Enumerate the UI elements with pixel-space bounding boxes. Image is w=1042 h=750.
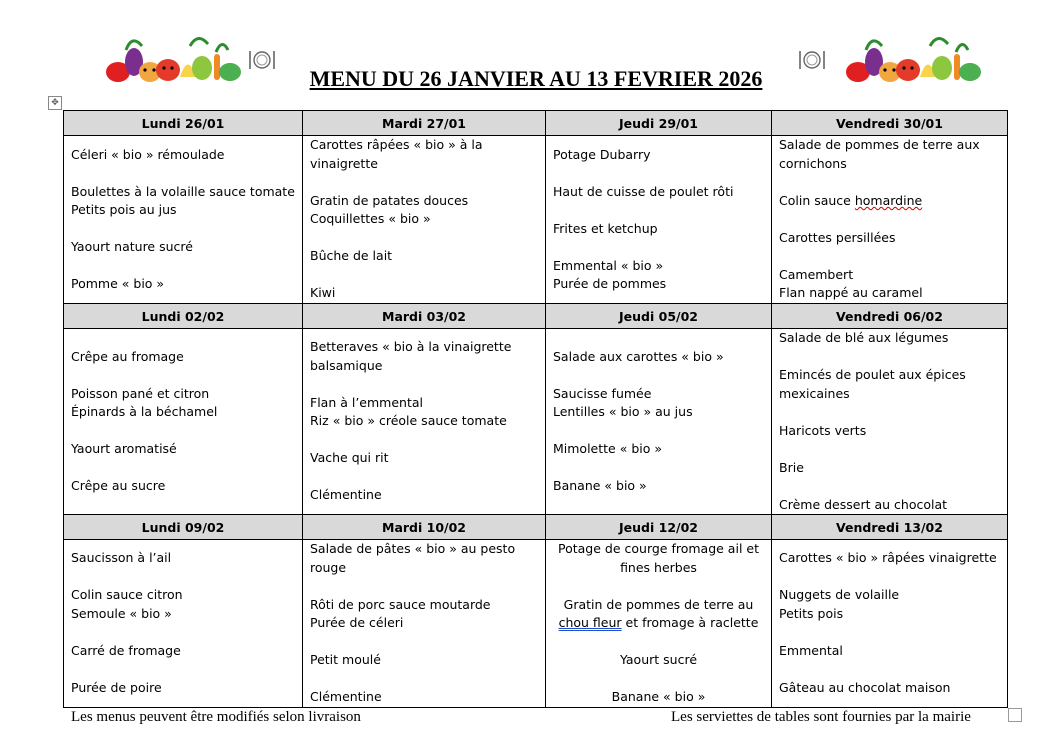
spacer-line bbox=[553, 422, 764, 441]
menu-item: Clémentine bbox=[310, 689, 382, 704]
spellcheck-mark: chou fleur bbox=[558, 615, 622, 630]
menu-item: Bûche de lait bbox=[310, 248, 393, 264]
menu-item: Gratin de pommes de terre au bbox=[563, 596, 754, 612]
menu-item: Haricots verts bbox=[779, 422, 867, 438]
menu-item: Carré de fromage bbox=[71, 642, 181, 658]
menu-item: Brie bbox=[779, 459, 804, 475]
spacer-line bbox=[71, 366, 295, 385]
spacer-line bbox=[71, 568, 295, 587]
menu-item: Carottes persillées bbox=[779, 229, 896, 245]
spacer-line bbox=[310, 577, 538, 596]
menu-item: Purée de pommes bbox=[553, 276, 667, 291]
spacer-line bbox=[779, 247, 1000, 266]
menu-item: Carottes râpées « bio » à la bbox=[310, 137, 483, 153]
day-menu-cell bbox=[546, 329, 772, 515]
day-header: Vendredi 06/02 bbox=[772, 304, 1008, 329]
spacer-line bbox=[310, 229, 538, 248]
vegetables-illustration-icon bbox=[838, 32, 990, 88]
menu-item: Banane « bio » bbox=[553, 478, 647, 493]
menu-item: Flan à l’emmental bbox=[310, 394, 423, 410]
spellcheck-mark: homardine bbox=[854, 192, 923, 208]
spacer-line bbox=[310, 375, 538, 394]
menu-item: Yaourt nature sucré bbox=[71, 239, 193, 254]
spacer-line bbox=[310, 468, 538, 487]
menu-item: mexicaines bbox=[779, 385, 850, 401]
spacer-line bbox=[553, 459, 764, 478]
week-menu-row bbox=[64, 540, 1008, 708]
spacer-line bbox=[553, 577, 764, 596]
day-header: Lundi 26/01 bbox=[64, 111, 303, 136]
day-header: Lundi 02/02 bbox=[64, 304, 303, 329]
menu-item: Carottes « bio » râpées vinaigrette bbox=[779, 550, 997, 566]
day-menu-cell bbox=[772, 136, 1008, 304]
week-header-row bbox=[64, 111, 1008, 136]
spacer-line bbox=[71, 220, 295, 239]
spacer-line bbox=[779, 173, 1000, 192]
spacer-line bbox=[310, 431, 538, 450]
menu-item: Gratin de patates douces bbox=[310, 192, 469, 208]
menu-item: Emmental « bio » bbox=[553, 257, 664, 273]
move-handle-icon[interactable]: ✥ bbox=[48, 96, 62, 110]
menu-item: Riz « bio » créole sauce tomate bbox=[310, 413, 507, 429]
spacer-line bbox=[553, 670, 764, 689]
menu-item: Crème dessert au chocolat bbox=[779, 496, 948, 512]
menu-item: vinaigrette bbox=[310, 155, 378, 171]
spacer-line bbox=[779, 440, 1000, 459]
spacer-line bbox=[71, 164, 295, 183]
day-menu-cell bbox=[772, 540, 1008, 708]
menu-item: Saucisson à l’ail bbox=[71, 550, 172, 566]
menu-item: Épinards à la béchamel bbox=[71, 404, 218, 419]
menu-item: Gâteau au chocolat maison bbox=[779, 679, 951, 695]
week-menu-row bbox=[64, 136, 1008, 304]
menu-item: Crêpe au fromage bbox=[71, 348, 184, 364]
day-header: Mardi 03/02 bbox=[303, 304, 546, 329]
menu-item: Potage Dubarry bbox=[553, 146, 651, 162]
menu-table bbox=[63, 110, 1008, 708]
menu-item: Purée de poire bbox=[71, 679, 162, 695]
menu-item: balsamique bbox=[310, 357, 383, 373]
menu-item: Petits pois bbox=[779, 605, 844, 621]
menu-item: Flan nappé au caramel bbox=[779, 285, 923, 301]
menu-item: Pomme « bio » bbox=[71, 276, 165, 291]
menu-item: Salade de pommes de terre aux bbox=[779, 137, 980, 153]
day-menu-cell bbox=[546, 540, 772, 708]
spacer-line bbox=[779, 623, 1000, 642]
spacer-line bbox=[71, 660, 295, 679]
menu-item: Haut de cuisse de poulet rôti bbox=[553, 183, 734, 199]
menu-item: Yaourt sucré bbox=[619, 652, 698, 667]
menu-item: Yaourt aromatisé bbox=[71, 441, 177, 456]
menu-item: Clémentine bbox=[310, 487, 382, 503]
spacer-line bbox=[553, 164, 764, 183]
day-menu-cell bbox=[303, 329, 546, 515]
week-header-row bbox=[64, 304, 1008, 329]
spacer-line bbox=[310, 633, 538, 652]
menu-item: Emmental bbox=[779, 642, 843, 658]
day-menu-cell bbox=[772, 329, 1008, 515]
resize-handle[interactable] bbox=[1008, 708, 1022, 722]
spacer-line bbox=[553, 201, 764, 220]
day-menu-cell bbox=[303, 136, 546, 304]
day-header: Mardi 10/02 bbox=[303, 515, 546, 540]
menu-item: cornichons bbox=[779, 155, 847, 171]
day-header: Mardi 27/01 bbox=[303, 111, 546, 136]
menu-item: fines herbes bbox=[620, 559, 697, 575]
spacer-line bbox=[71, 459, 295, 478]
menu-item: Colin sauce citron bbox=[71, 587, 183, 603]
vegetables-illustration-icon bbox=[98, 32, 250, 88]
spacer-line bbox=[779, 403, 1000, 422]
menu-item: Salade aux carottes « bio » bbox=[553, 348, 724, 364]
spacer-line bbox=[553, 238, 764, 257]
menu-item: Salade de blé aux légumes bbox=[779, 330, 949, 345]
menu-item: Poisson pané et citron bbox=[71, 385, 210, 401]
menu-item: Kiwi bbox=[310, 285, 336, 301]
menu-item: Frites et ketchup bbox=[553, 220, 658, 236]
day-header: Jeudi 12/02 bbox=[546, 515, 772, 540]
menu-item: Céleri « bio » rémoulade bbox=[71, 146, 225, 162]
menu-item: Colin sauce homardine bbox=[779, 192, 923, 208]
day-header: Vendredi 30/01 bbox=[772, 111, 1008, 136]
menu-item: Petit moulé bbox=[310, 652, 381, 667]
page-title: MENU DU 26 JANVIER AU 13 FEVRIER 2026 bbox=[309, 66, 763, 91]
menu-item: Salade de pâtes « bio » au pesto bbox=[310, 541, 516, 556]
footer-note-changes: Les menus peuvent être modifiés selon livraison bbox=[71, 709, 361, 725]
menu-item: Betteraves « bio à la vinaigrette bbox=[310, 339, 512, 355]
menu-item: Boulettes à la volaille sauce tomate bbox=[71, 183, 295, 199]
menu-item: Crêpe au sucre bbox=[71, 478, 166, 493]
footer-note-napkins: Les serviettes de tables sont fournies par la mairie bbox=[671, 709, 971, 725]
day-header: Jeudi 05/02 bbox=[546, 304, 772, 329]
spacer-line bbox=[310, 266, 538, 285]
menu-item: Coquillettes « bio » bbox=[310, 211, 431, 227]
spacer-line bbox=[310, 670, 538, 689]
spacer-line bbox=[779, 660, 1000, 679]
day-menu-cell bbox=[64, 540, 303, 708]
menu-item: Potage de courge fromage ail et bbox=[558, 541, 759, 556]
menu-item: Semoule « bio » bbox=[71, 605, 172, 621]
spacer-line bbox=[310, 173, 538, 192]
day-header: Vendredi 13/02 bbox=[772, 515, 1008, 540]
menu-item: Saucisse fumée bbox=[553, 385, 652, 401]
spacer-line bbox=[779, 210, 1000, 229]
menu-item: Mimolette « bio » bbox=[553, 441, 663, 456]
menu-item: rouge bbox=[310, 559, 347, 575]
menu-item: Camembert bbox=[779, 266, 854, 282]
day-menu-cell bbox=[546, 136, 772, 304]
spacer-line bbox=[71, 623, 295, 642]
spacer-line bbox=[779, 477, 1000, 496]
spacer-line bbox=[779, 348, 1000, 367]
menu-item: Purée de céleri bbox=[310, 615, 404, 630]
menu-item: Petits pois au jus bbox=[71, 202, 177, 217]
day-menu-cell bbox=[64, 329, 303, 515]
menu-item: Banane « bio » bbox=[611, 689, 706, 704]
spacer-line bbox=[71, 422, 295, 441]
menu-item: Nuggets de volaille bbox=[779, 587, 900, 603]
day-menu-cell bbox=[64, 136, 303, 304]
menu-item: Lentilles « bio » au jus bbox=[553, 404, 693, 419]
menu-item: Emincés de poulet aux épices bbox=[779, 367, 966, 382]
day-header: Lundi 09/02 bbox=[64, 515, 303, 540]
menu-item: Rôti de porc sauce moutarde bbox=[310, 596, 491, 612]
spacer-line bbox=[779, 568, 1000, 587]
menu-item: Vache qui rit bbox=[310, 450, 389, 466]
spacer-line bbox=[553, 366, 764, 385]
day-header: Jeudi 29/01 bbox=[546, 111, 772, 136]
week-header-row bbox=[64, 515, 1008, 540]
day-menu-cell bbox=[303, 540, 546, 708]
spacer-line bbox=[71, 257, 295, 276]
week-menu-row bbox=[64, 329, 1008, 515]
menu-item: chou fleur et fromage à raclette bbox=[558, 615, 759, 630]
spacer-line bbox=[553, 633, 764, 652]
